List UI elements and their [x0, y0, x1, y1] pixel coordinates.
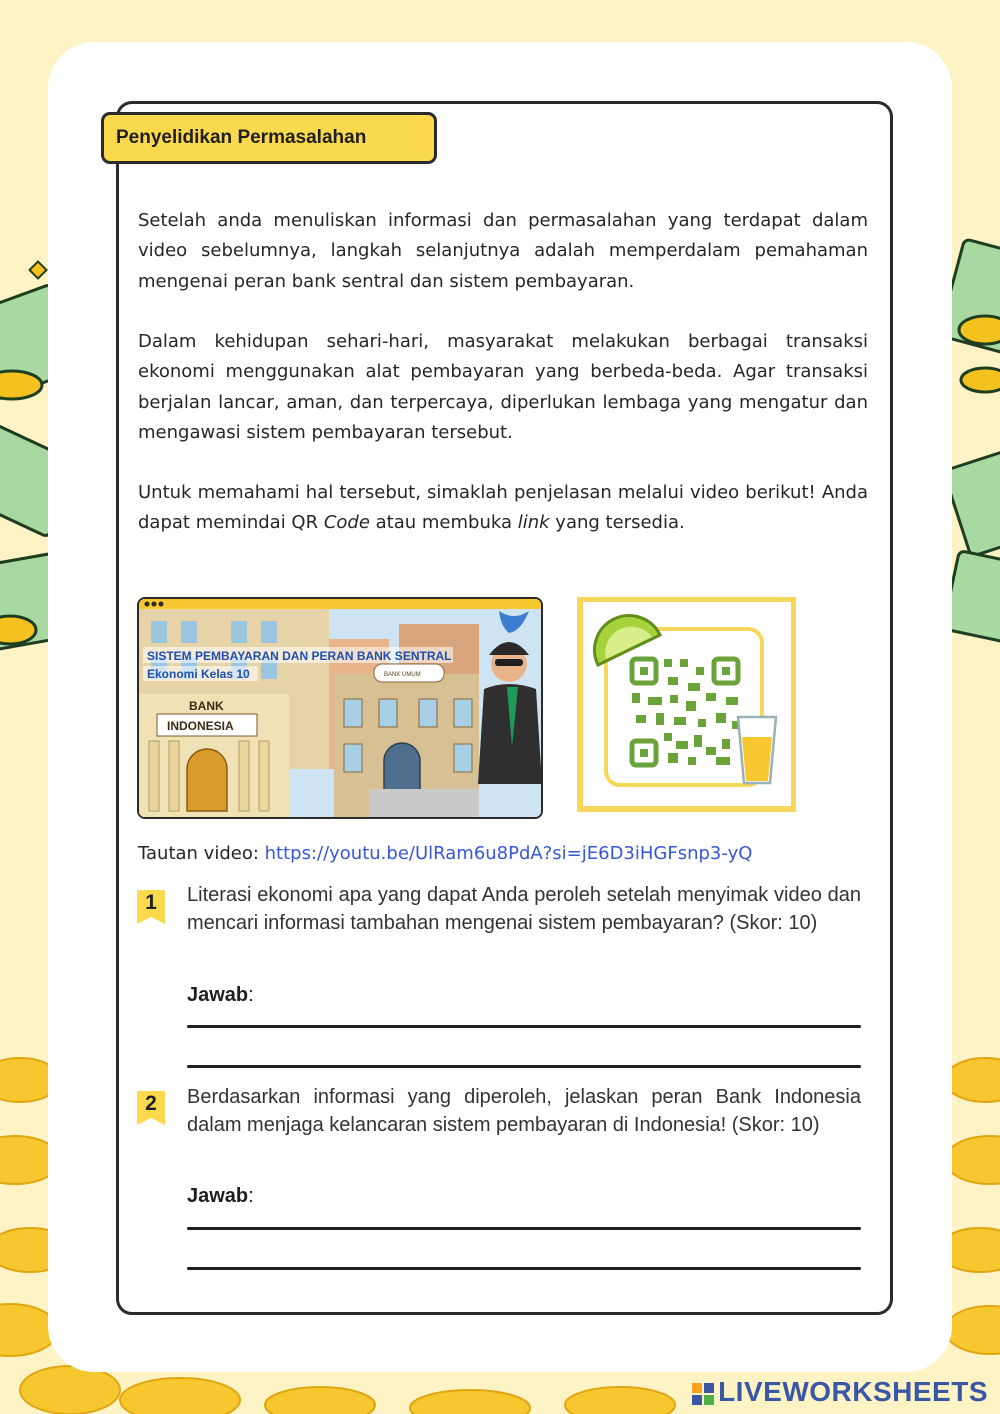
video-link-line: [138, 843, 752, 864]
answer-line[interactable]: [187, 1025, 861, 1028]
video-link[interactable]: https://youtu.be/UlRam6u8PdA?si=jE6D3iHGFsnp3-yQ: [264, 843, 753, 864]
answer-line[interactable]: [187, 1065, 861, 1068]
bank-sign-line1: BANK: [189, 699, 224, 713]
bank-umum-sign: BANK UMUM: [384, 672, 421, 678]
video-title: SISTEM PEMBAYARAN DAN PERAN BANK SENTRAL: [147, 649, 452, 663]
question-number-badge: 1: [137, 890, 165, 924]
question-number-badge: 2: [137, 1091, 165, 1125]
answer-line[interactable]: [187, 1267, 861, 1270]
context-paragraph: Dalam kehidupan sehari-hari, masyarakat melakukan berbagai transaksi ekonomi menggunakan alat pembayaran yang berbeda-beda. Agar transaksi berjalan lancar, aman, dan terpercaya, diperlukan lembaga yang mengatur dan mengawasi sistem pembayaran tersebut.: [138, 331, 868, 443]
lemonade-glass-icon: [738, 717, 776, 783]
liveworksheets-brand: LIVEWORKSHEETS: [692, 1376, 988, 1406]
question-text: Berdasarkan informasi yang diperoleh, jelaskan peran Bank Indonesia dalam menjaga kelancaran sistem pembayaran di Indonesia! (Skor: 10): [187, 1086, 861, 1136]
bank-sign-line2: INDONESIA: [167, 719, 234, 733]
intro-paragraph: Setelah anda menuliskan informasi dan permasalahan yang terdapat dalam video sebelumnya, langkah selanjutnya adalah memperdalam pemahaman mengenai peran bank sentral dan sistem pembayaran.: [138, 210, 868, 292]
answer-line[interactable]: [187, 1227, 861, 1230]
section-title: Penyelidikan Permasalahan: [101, 112, 437, 164]
liveworksheets-logo-icon: [692, 1383, 714, 1405]
answer-label: Jawab:: [187, 1185, 254, 1207]
qr-code-card[interactable]: [576, 597, 796, 813]
question-text: Literasi ekonomi apa yang dapat Anda peroleh setelah menyimak video dan mencari informasi tambahan mengenai sistem pembayaran? (Skor: 10): [187, 884, 861, 934]
video-thumbnail[interactable]: [137, 597, 543, 819]
video-subtitle: Ekonomi Kelas 10: [147, 667, 250, 681]
video-link-label: Tautan video:: [138, 843, 265, 864]
instruction-paragraph: Untuk memahami hal tersebut, simaklah penjelasan melalui video berikut! Anda dapat memindai QR Code atau membuka link yang tersedia.: [138, 482, 868, 534]
answer-label: Jawab:: [187, 984, 254, 1006]
